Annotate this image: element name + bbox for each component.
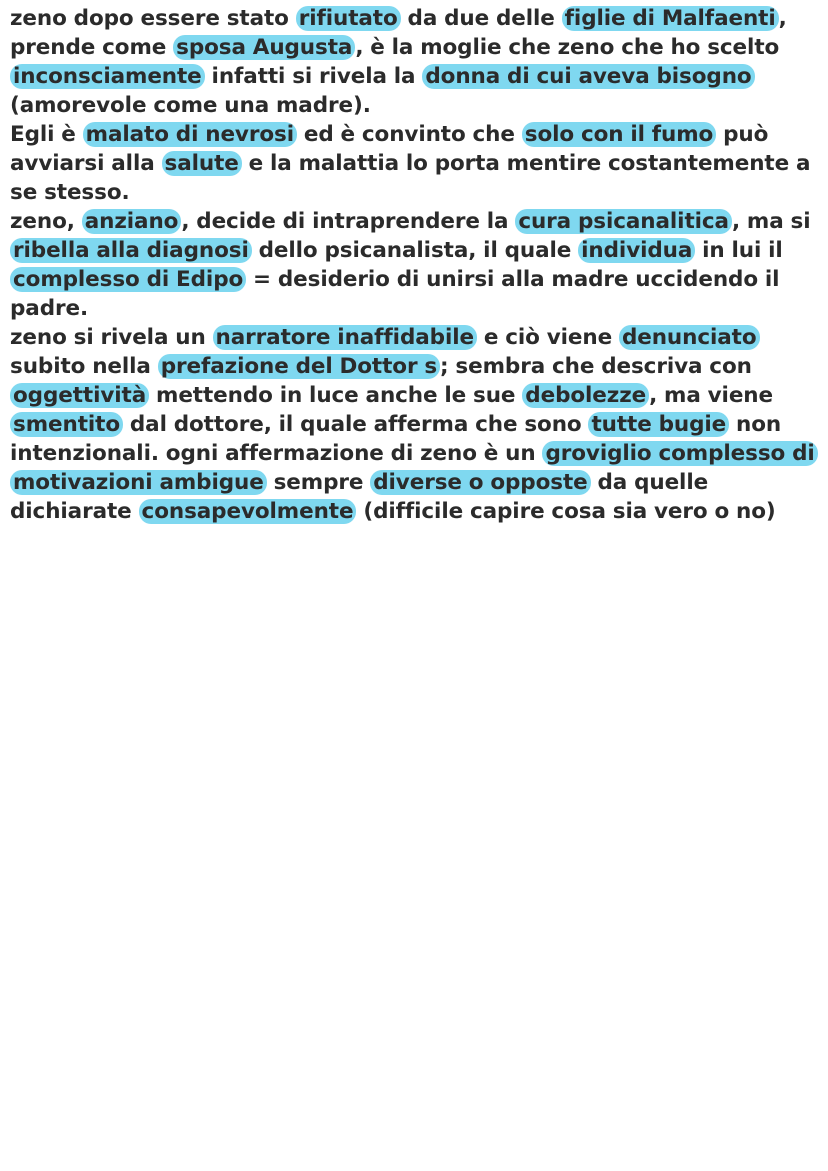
highlighted-phrase: diverse o opposte	[370, 470, 590, 495]
highlighted-phrase: malato di nevrosi	[83, 122, 297, 147]
text-run: (difficile capire cosa sia vero o no)	[356, 499, 776, 524]
text-run: subito nella	[10, 354, 158, 379]
highlighted-phrase: groviglio complesso di motivazioni ambigue	[10, 441, 818, 495]
text-run: , ma si	[731, 209, 811, 234]
highlighted-phrase: smentito	[10, 412, 123, 437]
highlighted-phrase: denunciato	[619, 325, 760, 350]
highlighted-phrase: donna di cui aveva bisogno	[422, 64, 754, 89]
highlighted-phrase: cura psicanalitica	[515, 209, 732, 234]
highlighted-phrase: oggettività	[10, 383, 149, 408]
highlighted-phrase: narratore inaffidabile	[213, 325, 477, 350]
paragraph-illness	[10, 120, 820, 207]
text-run: , è la moglie che zeno che ho scelto	[355, 35, 780, 60]
text-run: zeno dopo essere stato	[10, 6, 296, 31]
highlighted-phrase: salute	[162, 151, 242, 176]
highlighted-phrase: prefazione del Dottor s	[158, 354, 440, 379]
text-run: può avviarsi alla	[10, 122, 769, 176]
paragraph-marriage	[10, 4, 820, 120]
text-run: dal dottore, il quale afferma che sono	[122, 412, 589, 437]
highlighted-phrase: debolezze	[522, 383, 649, 408]
text-run: (amorevole come una madre).	[10, 93, 371, 118]
highlighted-phrase: tutte bugie	[588, 412, 729, 437]
text-run: mettendo in luce anche le sue	[149, 383, 523, 408]
text-run: = desiderio di unirsi alla madre uccidendo il padre.	[10, 267, 780, 321]
paragraph-psychoanalysis	[10, 207, 820, 323]
highlighted-phrase: figlie di Malfaenti	[562, 6, 779, 31]
text-run: in lui il	[695, 238, 783, 263]
text-run: zeno,	[10, 209, 82, 234]
highlighted-phrase: individua	[578, 238, 695, 263]
text-run: da due delle	[400, 6, 562, 31]
text-run: e ciò viene	[476, 325, 619, 350]
text-run: dello psicanalista, il quale	[251, 238, 579, 263]
highlighted-phrase: solo con il fumo	[522, 122, 716, 147]
text-run: zeno si rivela un	[10, 325, 213, 350]
text-run: , ma viene	[649, 383, 773, 408]
text-run: sempre	[266, 470, 371, 495]
highlighted-phrase: complesso di Edipo	[10, 267, 246, 292]
text-run: da quelle dichiarate	[10, 470, 709, 524]
text-run: , decide di intraprendere la	[181, 209, 516, 234]
highlighted-phrase: inconsciamente	[10, 64, 205, 89]
text-run: non intenzionali. ogni affermazione di zeno è un	[10, 412, 782, 466]
text-run: ed è convinto che	[296, 122, 522, 147]
handwritten-notes	[10, 4, 820, 526]
highlighted-phrase: anziano	[82, 209, 182, 234]
text-run: infatti si rivela la	[204, 64, 423, 89]
highlighted-phrase: rifiutato	[296, 6, 401, 31]
text-run: e la malattia lo porta mentire costantemente a se stesso.	[10, 151, 811, 205]
highlighted-phrase: sposa Augusta	[173, 35, 355, 60]
paragraph-unreliable-narrator	[10, 323, 820, 526]
text-run: , prende come	[10, 6, 787, 60]
highlighted-phrase: ribella alla diagnosi	[10, 238, 252, 263]
highlighted-phrase: consapevolmente	[139, 499, 357, 524]
text-run: ; sembra che descriva con	[440, 354, 752, 379]
text-run: Egli è	[10, 122, 83, 147]
